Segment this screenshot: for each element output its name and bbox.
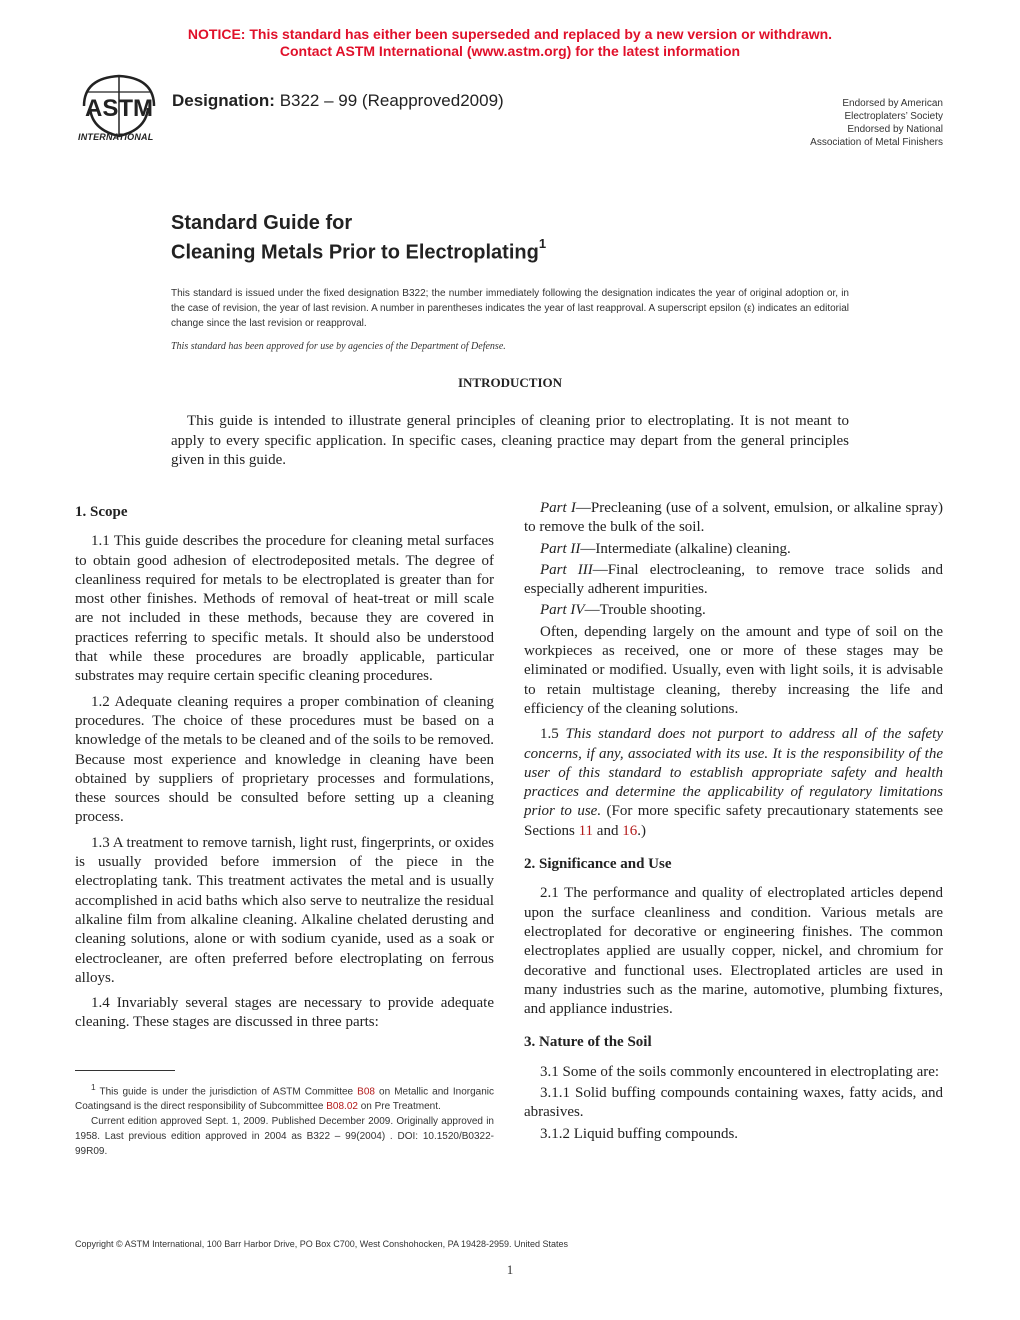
introduction-text: This guide is intended to illustrate general principles of cleaning prior to electroplating. It is not meant to apply to every specific application. In specific cases, cleaning practice may depart from the general principles given in this guide. [171, 413, 849, 468]
paragraph-1-4: 1.4 Invariably several stages are necessary to provide adequate cleaning. These stages are discussed in three parts: [75, 995, 494, 1031]
footnote-text-c: on Pre Treatment. [360, 1101, 441, 1113]
logo-mark: ASTM [85, 95, 153, 122]
introduction-heading: INTRODUCTION [457, 375, 562, 390]
part-2-text: —Intermediate (alkaline) cleaning. [580, 540, 791, 557]
footnote-jurisdiction [75, 1080, 494, 1114]
footnote-text-a: This guide is under the jurisdiction of ASTM Committee [99, 1086, 354, 1098]
part-4-item [524, 601, 943, 620]
footnote-mark: 1 [91, 1082, 96, 1092]
paragraph-1-2: 1.2 Adequate cleaning requires a proper combination of cleaning procedures. The choice of these procedures must be based on a knowledge of the metals to be cleaned and of the soils to be removed. Because most experience and knowledge in cleaning have been obtained by suppliers of proprietary processes and formulations, these sources should be consulted before setting up a cleaning process. [75, 693, 494, 826]
endorsement-line: Electroplaters’ Society [844, 111, 943, 122]
part-1-label: Part I [540, 500, 576, 516]
part-4-text: —Trouble shooting. [584, 602, 706, 619]
footnote [75, 1080, 494, 1159]
designation-value: B322 – 99 (Reapproved2009) [279, 91, 504, 110]
safety-and: and [596, 822, 619, 839]
title-line-2: Cleaning Metals Prior to Electroplating [171, 241, 539, 264]
title-line-1: Standard Guide for [171, 212, 353, 234]
part-2-item [524, 540, 943, 559]
paragraph-2-1: 2.1 The performance and quality of electroplated articles depend upon the surface cleanliness and condition. Various metals are electroplated for decorative or engineering finishes. The common electroplates applied are usually copper, nickel, and chromium for decorative and functional uses. Electroplated articles are used in many industries such as the marine, automotive, plumbing fixtures, and appliance industries. [524, 885, 943, 1018]
paragraph-often: Often, depending largely on the amount and type of soil on the workpieces as received, one or more of these stages may be eliminated or modified. Usually, even with light soils, it is advisable to retain multistage cleaning, thereby increasing the life and efficiency of the cleaning solutions. [524, 623, 943, 717]
title-footnote-mark[interactable]: 1 [538, 236, 547, 251]
section-heading-soil: 3. Nature of the Soil [524, 1034, 652, 1051]
page-number: 1 [506, 1262, 514, 1277]
paragraph-3-1-1: 3.1.1 Solid buffing compounds containing waxes, fatty acids, and abrasives. [524, 1085, 943, 1121]
designation-label: Designation: [172, 91, 275, 110]
notice-line-1: NOTICE: This standard has either been superseded and replaced by a new version or withdrawn. [187, 26, 833, 42]
paragraph-1-3: 1.3 A treatment to remove tarnish, light rust, fingerprints, or oxides is usually provided before immersion of the piece in the electroplating tank. This treatment activates the metal and is usually accomplished in acid baths which also serve to neutralize the residual alkaline film from alkaline cleaning. Alkaline chelated derusting and cleaning solutions, alone or with sodium cyanide, used as a soak or electrocleaner, are often preferred before electroplating on ferrous alloys. [75, 834, 494, 986]
section-heading-significance: 2. Significance and Use [524, 856, 672, 873]
footnote-edition: Current edition approved Sept. 1, 2009. Published December 2009. Originally approved in 1958. Last previous edition approved in 2004 as B322 – 99(2004) . DOI: 10.1520/B0322-99R09. [75, 1116, 494, 1158]
section-16-link[interactable]: 16 [622, 822, 638, 839]
safety-close: .) [637, 822, 646, 839]
part-3-label: Part III [540, 561, 593, 578]
section-11-link[interactable]: 11 [578, 822, 594, 839]
dod-approval-note: This standard has been approved for use by agencies of the Department of Defense. [171, 341, 506, 352]
safety-statement: This standard does not purport to address all of the safety concerns, if any, associated with its use. It is the responsibility of the user of this standard to establish appropriate safety and health practices and determine the applicability of regulatory limitations prior to use. [524, 726, 944, 820]
designation [172, 91, 504, 111]
right-column [524, 499, 943, 1146]
endorsement-block [810, 97, 943, 149]
endorsement-line: Endorsed by National [847, 124, 943, 135]
part-4-label: Part IV [540, 602, 585, 619]
issued-note: This standard is issued under the fixed designation B322; the number immediately following the designation indicates the year of original adoption or, in the case of revision, the year of last revision. A number in parentheses indicates the year of last reapproval. A superscript epsilon (ε) indicates an editorial change since the last revision or reapproval. [171, 288, 849, 329]
notice-line-2: Contact ASTM International (www.astm.org) for the latest information [279, 43, 741, 59]
part-3-text: —Final electrocleaning, to remove trace solids and especially adherent impurities. [524, 561, 943, 598]
paragraph-1-5 [524, 725, 943, 841]
section-heading-scope: 1. Scope [75, 504, 128, 520]
paragraph-3-1-2: 3.1.2 Liquid buffing compounds. [540, 1125, 739, 1142]
part-3-item [524, 561, 943, 600]
paragraph-3-1: 3.1 Some of the soils commonly encountered in electroplating are: [540, 1063, 940, 1080]
part-1-text: —Precleaning (use of a solvent, emulsion, or alkaline spray) to remove the bulk of the soil. [524, 500, 943, 536]
committee-b08-link[interactable]: B08 [357, 1086, 375, 1098]
copyright-line: Copyright © ASTM International, 100 Barr Harbor Drive, PO Box C700, West Conshohocken, PA 19428-2959. United States [75, 1239, 569, 1249]
paragraph-1-1: 1.1 This guide describes the procedure for cleaning metal surfaces to obtain good adhesion of electrodeposited metals. The degree of cleanliness required for metals to be electroplated is greater than for most other finishes. Methods of removal of heat-treat or mill scale are not included in these methods, because they are covered in practices referring to specific metals. It should also be understood that while these procedures are broadly applicable, particular substrates may require certain specific cleaning procedures. [75, 533, 494, 685]
document-title [171, 212, 546, 265]
safety-tail: (For more specific safety precautionary statements see Sections [524, 803, 943, 839]
part-2-label: Part II [540, 540, 581, 557]
logo-caption: INTERNATIONAL [78, 132, 154, 142]
left-column [75, 499, 494, 1039]
endorsement-line: Association of Metal Finishers [810, 137, 943, 148]
subcommittee-b0802-link[interactable]: B08.02 [326, 1101, 358, 1113]
footnote-divider [75, 1070, 175, 1071]
paragraph-1-5-number: 1.5 [540, 726, 559, 743]
part-1-item [524, 499, 943, 538]
footnote-text-b: on Metallic and Inorganic Coatingsand is the direct responsibility of Subcommittee [75, 1086, 495, 1113]
endorsement-line: Endorsed by American [842, 98, 943, 109]
supersession-notice [0, 26, 1020, 60]
